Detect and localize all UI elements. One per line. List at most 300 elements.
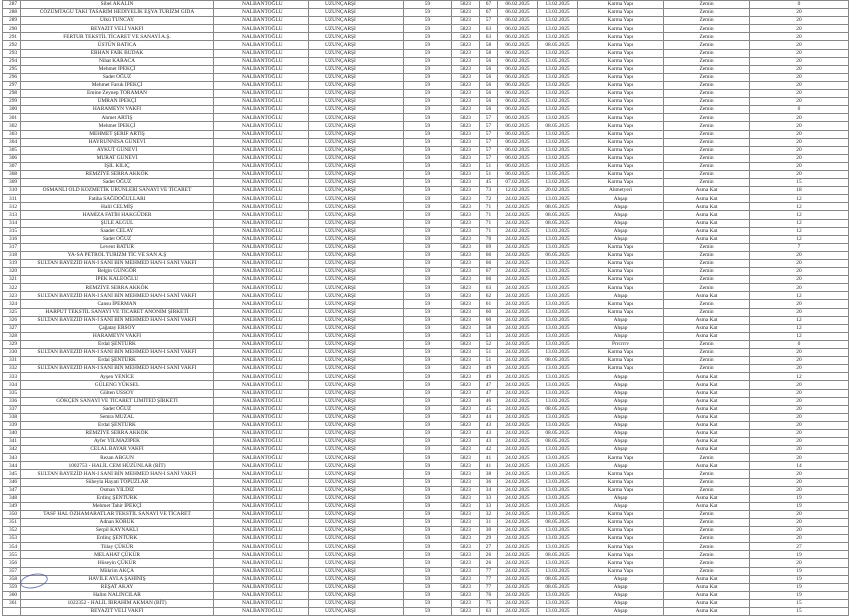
table-cell: 18 — [750, 187, 849, 195]
table-cell: 15 — [750, 608, 849, 616]
table-cell: NALBANTOĞLU — [214, 454, 309, 462]
table-cell: 07.02.2025 — [498, 179, 538, 187]
table-cell: Zemin — [664, 9, 750, 17]
table-cell: 13.02.2025 — [538, 106, 578, 114]
table-cell: 20 — [750, 519, 849, 527]
table-cell: 301 — [3, 114, 21, 122]
table-cell: 13.02.2025 — [538, 25, 578, 33]
table-cell: 5823 — [452, 405, 480, 413]
table-cell: 13.03.2025 — [538, 486, 578, 494]
table-cell: 59 — [404, 284, 452, 292]
table-cell: CELAL BAYAR VAKFI — [21, 446, 214, 454]
table-cell: 13.03.2025 — [538, 316, 578, 324]
table-cell: Karma Yapı — [578, 154, 664, 162]
table-cell: 330 — [3, 349, 21, 357]
table-cell: 36 — [480, 478, 498, 486]
table-cell: 06.02.2025 — [498, 17, 538, 25]
table-cell: UZUNÇARŞI — [309, 486, 404, 494]
table-cell: UZUNÇARŞI — [309, 373, 404, 381]
table-cell: 13.03.2025 — [538, 243, 578, 251]
table-cell: 335 — [3, 389, 21, 397]
table-cell: NALBANTOĞLU — [214, 154, 309, 162]
table-cell: NALBANTOĞLU — [214, 106, 309, 114]
table-cell: 5823 — [452, 268, 480, 276]
table-cell: Karma Yapı — [578, 276, 664, 284]
table-cell: 5823 — [452, 106, 480, 114]
table-cell: 06.02.2025 — [498, 154, 538, 162]
table-cell: REMZİYE SERRA AKKÖK — [21, 284, 214, 292]
table-cell: MURAT GÜNEVİ — [21, 154, 214, 162]
table-cell: UZUNÇARŞI — [309, 421, 404, 429]
records-table — [2, 0, 849, 616]
table-cell: 339 — [3, 421, 21, 429]
table-cell: İPEK KALEOĞLU — [21, 276, 214, 284]
table-cell: UZUNÇARŞI — [309, 324, 404, 332]
table-cell: 77 — [480, 583, 498, 591]
table-cell: 59 — [404, 57, 452, 65]
table-cell: UZUNÇARŞI — [309, 187, 404, 195]
table-cell: Asma Kat — [664, 599, 750, 607]
table-cell: 5823 — [452, 316, 480, 324]
table-row — [3, 292, 849, 300]
table-cell: 77 — [480, 567, 498, 575]
table-cell: 59 — [404, 502, 452, 510]
table-cell: Zemin — [664, 17, 750, 25]
table-cell: 57 — [480, 114, 498, 122]
table-row — [3, 284, 849, 292]
table-cell: 20 — [750, 389, 849, 397]
table-cell: Asma Kat — [664, 446, 750, 454]
table-cell: 13.03.2025 — [538, 502, 578, 510]
table-cell: UZUNÇARŞI — [309, 470, 404, 478]
table-cell: Ahşap — [578, 227, 664, 235]
table-cell: 59 — [404, 608, 452, 616]
table-cell: Ahşap — [578, 195, 664, 203]
table-cell: REMZİYE SERRA AKKÖK — [21, 170, 214, 178]
table-cell: NALBANTOĞLU — [214, 276, 309, 284]
table-cell: UZUNÇARŞI — [309, 332, 404, 340]
table-cell: 5823 — [452, 25, 480, 33]
table-cell: 08.05.2025 — [538, 519, 578, 527]
table-cell: UZUNÇARŞI — [309, 57, 404, 65]
table-cell: UZUNÇARŞI — [309, 446, 404, 454]
table-cell: Karma Yapı — [578, 535, 664, 543]
table-cell: 57 — [480, 146, 498, 154]
table-row — [3, 195, 849, 203]
table-cell: 5823 — [452, 608, 480, 616]
table-cell: 353 — [3, 535, 21, 543]
table-cell: Ahşap — [578, 494, 664, 502]
table-cell: Karma Yapı — [578, 106, 664, 114]
table-cell: 41 — [480, 454, 498, 462]
table-cell: 13.03.2025 — [538, 235, 578, 243]
table-cell: 13.05.2025 — [538, 57, 578, 65]
table-cell: 56 — [480, 57, 498, 65]
table-cell: Semra MUZAL — [21, 413, 214, 421]
table-cell: 13.03.2025 — [538, 300, 578, 308]
table-cell: Zemin — [664, 114, 750, 122]
table-cell: 59 — [404, 567, 452, 575]
table-cell: 59 — [404, 543, 452, 551]
table-cell: 19 — [750, 551, 849, 559]
table-cell: Karma Yapı — [578, 510, 664, 518]
table-cell: 59 — [404, 276, 452, 284]
table-cell: 51 — [480, 357, 498, 365]
table-row — [3, 527, 849, 535]
table-cell: 1022352 - HALİL İBRAHİM AKMAN (BİT) — [21, 599, 214, 607]
table-cell: NALBANTOĞLU — [214, 591, 309, 599]
table-cell: UZUNÇARŞI — [309, 49, 404, 57]
records-table-body — [3, 1, 849, 616]
table-cell: 20 — [750, 284, 849, 292]
table-row — [3, 324, 849, 332]
table-cell: 27 — [480, 543, 498, 551]
table-cell: 5823 — [452, 567, 480, 575]
table-cell: UZUNÇARŞI — [309, 397, 404, 405]
table-cell: Ahşap — [578, 405, 664, 413]
table-cell: 59 — [404, 106, 452, 114]
table-cell: UZUNÇARŞI — [309, 567, 404, 575]
table-cell: NALBANTOĞLU — [214, 138, 309, 146]
table-cell: 24.02.2025 — [498, 195, 538, 203]
table-row — [3, 373, 849, 381]
table-cell: Asma Kat — [664, 438, 750, 446]
table-cell: 13.03.2025 — [538, 527, 578, 535]
table-cell: 5823 — [452, 300, 480, 308]
table-cell: 5823 — [452, 154, 480, 162]
table-cell: 34 — [480, 486, 498, 494]
table-cell: 26 — [480, 559, 498, 567]
table-cell: Saadet CELAY — [21, 227, 214, 235]
table-cell: 299 — [3, 98, 21, 106]
table-cell: 20 — [750, 349, 849, 357]
table-cell: 310 — [3, 187, 21, 195]
table-cell: 59 — [404, 494, 452, 502]
table-cell: Zemin — [664, 268, 750, 276]
table-cell: UZUNÇARŞI — [309, 114, 404, 122]
table-cell: 59 — [404, 478, 452, 486]
table-cell: NALBANTOĞLU — [214, 195, 309, 203]
table-cell: 300 — [3, 106, 21, 114]
table-cell: 350 — [3, 510, 21, 518]
table-cell: 12.02.2025 — [498, 187, 538, 195]
table-cell: 59 — [404, 429, 452, 437]
table-cell: 20 — [750, 17, 849, 25]
table-cell: Halil CELMİŞ — [21, 203, 214, 211]
table-cell: UZUNÇARŞI — [309, 90, 404, 98]
table-cell: 342 — [3, 446, 21, 454]
table-row — [3, 575, 849, 583]
table-cell: Zemin — [664, 73, 750, 81]
table-cell: 24.02.2025 — [498, 219, 538, 227]
table-cell: 72 — [480, 195, 498, 203]
table-cell: 71 — [480, 211, 498, 219]
table-cell: 5823 — [452, 308, 480, 316]
table-cell: NALBANTOĞLU — [214, 478, 309, 486]
table-cell: NALBANTOĞLU — [214, 397, 309, 405]
table-cell: NALBANTOĞLU — [214, 486, 309, 494]
table-cell: HAMİZA FATİH HAKGÜDER — [21, 211, 214, 219]
table-cell: 292 — [3, 41, 21, 49]
table-cell: 355 — [3, 551, 21, 559]
table-cell: Tülay ÇÜKÜR — [21, 543, 214, 551]
table-cell: 56 — [480, 65, 498, 73]
table-cell: 24.02.2025 — [498, 591, 538, 599]
table-cell: Ahşap — [578, 462, 664, 470]
table-cell: 24.02.2025 — [498, 583, 538, 591]
table-cell: 24.02.2025 — [498, 235, 538, 243]
table-cell: 325 — [3, 308, 21, 316]
table-cell: Zemin — [664, 146, 750, 154]
table-cell: 20 — [750, 300, 849, 308]
table-cell: NALBANTOĞLU — [214, 268, 309, 276]
table-cell: 24.02.2025 — [498, 389, 538, 397]
table-cell: 5823 — [452, 130, 480, 138]
table-cell: 51 — [480, 162, 498, 170]
table-cell: Zemin — [664, 349, 750, 357]
table-row — [3, 146, 849, 154]
table-cell: Asma Kat — [664, 324, 750, 332]
table-cell: Ahşap — [578, 219, 664, 227]
table-cell: Sadet OĞUZ — [21, 405, 214, 413]
table-cell: 59 — [404, 49, 452, 57]
table-cell: 5823 — [452, 65, 480, 73]
table-cell: 71 — [480, 227, 498, 235]
table-cell: 59 — [404, 583, 452, 591]
table-cell: NALBANTOĞLU — [214, 575, 309, 583]
table-cell: Asma Kat — [664, 332, 750, 340]
table-cell: 59 — [404, 332, 452, 340]
table-cell: 08.05.2025 — [538, 405, 578, 413]
table-cell: GÖKÇEN SANAYİ VE TİCARET LİMİTED ŞİRKETİ — [21, 397, 214, 405]
table-cell: 5823 — [452, 502, 480, 510]
table-cell: 24.02.2025 — [498, 332, 538, 340]
table-cell: 24.02.2025 — [498, 324, 538, 332]
table-cell: 323 — [3, 292, 21, 300]
table-cell: Zemin — [664, 106, 750, 114]
table-cell: 24.02.2025 — [498, 268, 538, 276]
table-cell: UZUNÇARŞI — [309, 535, 404, 543]
table-cell: 24.02.2025 — [498, 276, 538, 284]
table-cell: 06.02.2025 — [498, 1, 538, 9]
table-cell: Levent BATUR — [21, 243, 214, 251]
table-cell: Karma Yapı — [578, 486, 664, 494]
table-cell: 08.05.2025 — [538, 551, 578, 559]
table-cell: UZUNÇARŞI — [309, 316, 404, 324]
table-cell: Ahşap — [578, 292, 664, 300]
table-cell: 20 — [750, 478, 849, 486]
table-cell: 38 — [480, 470, 498, 478]
table-cell: UZUNÇARŞI — [309, 98, 404, 106]
table-cell: Zemin — [664, 154, 750, 162]
table-cell: SULTAN BAYEZİD HAN-I SANİ BİN MEHMED HAN-I SANİ VAKFI — [21, 365, 214, 373]
table-cell: 309 — [3, 179, 21, 187]
table-cell: 0 — [750, 1, 849, 9]
table-cell: 59 — [404, 162, 452, 170]
table-row — [3, 608, 849, 616]
table-cell: 324 — [3, 300, 21, 308]
table-cell: Karma Yapı — [578, 90, 664, 98]
table-cell: Asma Kat — [664, 421, 750, 429]
table-cell: 5823 — [452, 519, 480, 527]
table-cell: 20 — [750, 170, 849, 178]
table-cell: NALBANTOĞLU — [214, 421, 309, 429]
table-cell: Rezan ABGUN — [21, 454, 214, 462]
table-cell: 24.02.2025 — [498, 559, 538, 567]
table-row — [3, 300, 849, 308]
table-cell: Asma Kat — [664, 373, 750, 381]
table-cell: 63 — [480, 33, 498, 41]
table-cell: Karma Yapı — [578, 41, 664, 49]
table-cell: 5823 — [452, 203, 480, 211]
table-cell: 20 — [750, 381, 849, 389]
table-cell: 20 — [750, 486, 849, 494]
table-cell: 08.05.2025 — [538, 575, 578, 583]
table-cell: 47 — [480, 389, 498, 397]
table-cell: NALBANTOĞLU — [214, 429, 309, 437]
table-cell: Karma Yapı — [578, 25, 664, 33]
table-cell: 13.02.2025 — [538, 130, 578, 138]
table-cell: 19 — [750, 591, 849, 599]
table-cell: 59 — [404, 381, 452, 389]
table-cell: Asma Kat — [664, 405, 750, 413]
table-cell: 13.02.2025 — [538, 65, 578, 73]
table-cell: 06.02.2025 — [498, 106, 538, 114]
table-cell: UZUNÇARŞI — [309, 25, 404, 33]
table-cell: UZUNÇARŞI — [309, 219, 404, 227]
table-cell: NALBANTOĞLU — [214, 543, 309, 551]
table-cell: 06.02.2025 — [498, 162, 538, 170]
table-cell: 5823 — [452, 243, 480, 251]
table-cell: 20 — [750, 49, 849, 57]
table-cell: Ahşap — [578, 575, 664, 583]
table-cell: NALBANTOĞLU — [214, 49, 309, 57]
table-cell: 20 — [750, 446, 849, 454]
table-row — [3, 73, 849, 81]
table-cell: 13.02.2025 — [538, 146, 578, 154]
table-cell: MEHMET ŞERİF ARTIŞ — [21, 130, 214, 138]
table-cell: Asma Kat — [664, 381, 750, 389]
table-row — [3, 316, 849, 324]
table-cell: Karma Yapı — [578, 98, 664, 106]
table-row — [3, 1, 849, 9]
table-cell: Çağatay ERSOY — [21, 324, 214, 332]
table-cell: UZUNÇARŞI — [309, 162, 404, 170]
table-cell: 70 — [480, 235, 498, 243]
table-cell: 59 — [404, 324, 452, 332]
table-cell: UZUNÇARŞI — [309, 130, 404, 138]
table-cell: Asma Kat — [664, 502, 750, 510]
table-cell: 13.03.2025 — [538, 599, 578, 607]
table-cell: UZUNÇARŞI — [309, 106, 404, 114]
table-cell: 24.02.2025 — [498, 357, 538, 365]
table-cell: 59 — [404, 349, 452, 357]
table-cell: 42 — [480, 446, 498, 454]
table-cell: 298 — [3, 90, 21, 98]
table-row — [3, 446, 849, 454]
table-cell: 5823 — [452, 251, 480, 259]
table-cell: 24.02.2025 — [498, 535, 538, 543]
table-cell: 13.03.2025 — [538, 389, 578, 397]
table-cell: 43 — [480, 438, 498, 446]
table-cell: 14 — [750, 462, 849, 470]
table-cell: 59 — [404, 170, 452, 178]
table-cell: 13.03.2025 — [538, 413, 578, 421]
table-cell: UZUNÇARŞI — [309, 195, 404, 203]
table-cell: 5823 — [452, 340, 480, 348]
table-cell: 13.02.2025 — [538, 17, 578, 25]
table-cell: Ahşap — [578, 332, 664, 340]
table-cell: 12 — [750, 219, 849, 227]
table-row — [3, 130, 849, 138]
table-cell: UZUNÇARŞI — [309, 154, 404, 162]
table-cell: 24.02.2025 — [498, 397, 538, 405]
table-cell: Zemin — [664, 162, 750, 170]
table-cell: 13.05.2025 — [538, 170, 578, 178]
table-cell: NALBANTOĞLU — [214, 340, 309, 348]
table-cell: 20 — [750, 251, 849, 259]
table-cell: 06.02.2025 — [498, 90, 538, 98]
table-cell: 06.02.2025 — [498, 98, 538, 106]
table-cell: 20 — [750, 365, 849, 373]
table-cell: UZUNÇARŞI — [309, 583, 404, 591]
table-cell: NALBANTOĞLU — [214, 470, 309, 478]
table-cell: 59 — [404, 535, 452, 543]
table-cell: Karma Yapı — [578, 308, 664, 316]
table-cell: 13.03.2025 — [538, 567, 578, 575]
table-cell: SULTAN BAYEZİD HAN-I SANİ BİN MEHMED HAN-I SANİ VAKFI — [21, 316, 214, 324]
table-cell: NALBANTOĞLU — [214, 357, 309, 365]
table-cell: 59 — [404, 389, 452, 397]
table-cell: 24.02.2025 — [498, 608, 538, 616]
table-cell: 67 — [480, 9, 498, 17]
table-cell: Zemin — [664, 57, 750, 65]
table-row — [3, 33, 849, 41]
table-cell: 5823 — [452, 114, 480, 122]
table-cell: NALBANTOĞLU — [214, 389, 309, 397]
table-cell: 5823 — [452, 599, 480, 607]
table-cell: 5823 — [452, 559, 480, 567]
table-cell: NALBANTOĞLU — [214, 114, 309, 122]
table-cell: Karma Yapı — [578, 49, 664, 57]
table-row — [3, 462, 849, 470]
table-cell: 13.03.2025 — [538, 543, 578, 551]
table-cell: 24.02.2025 — [498, 340, 538, 348]
table-cell: HARAMEYN VAKFI — [21, 106, 214, 114]
table-cell: Asma Kat — [664, 235, 750, 243]
table-cell: UZUNÇARŞI — [309, 146, 404, 154]
table-cell: Zemin — [664, 1, 750, 9]
table-cell: Zemin — [664, 340, 750, 348]
table-cell: 57 — [480, 130, 498, 138]
table-cell: 290 — [3, 25, 21, 33]
table-cell: 59 — [404, 122, 452, 130]
table-cell: 59 — [404, 454, 452, 462]
table-row — [3, 179, 849, 187]
table-cell: Karma Yapı — [578, 284, 664, 292]
table-cell: Karma Yapı — [578, 559, 664, 567]
table-cell: Asma Kat — [664, 494, 750, 502]
table-cell: 24.02.2025 — [498, 308, 538, 316]
table-cell: 45 — [480, 405, 498, 413]
table-cell: Mehmet İPEKÇİ — [21, 122, 214, 130]
table-cell: 12 — [750, 316, 849, 324]
table-cell: Asma Kat — [664, 397, 750, 405]
table-cell: 63 — [480, 25, 498, 33]
table-cell: 12 — [750, 235, 849, 243]
table-cell: 20 — [750, 138, 849, 146]
table-row — [3, 438, 849, 446]
